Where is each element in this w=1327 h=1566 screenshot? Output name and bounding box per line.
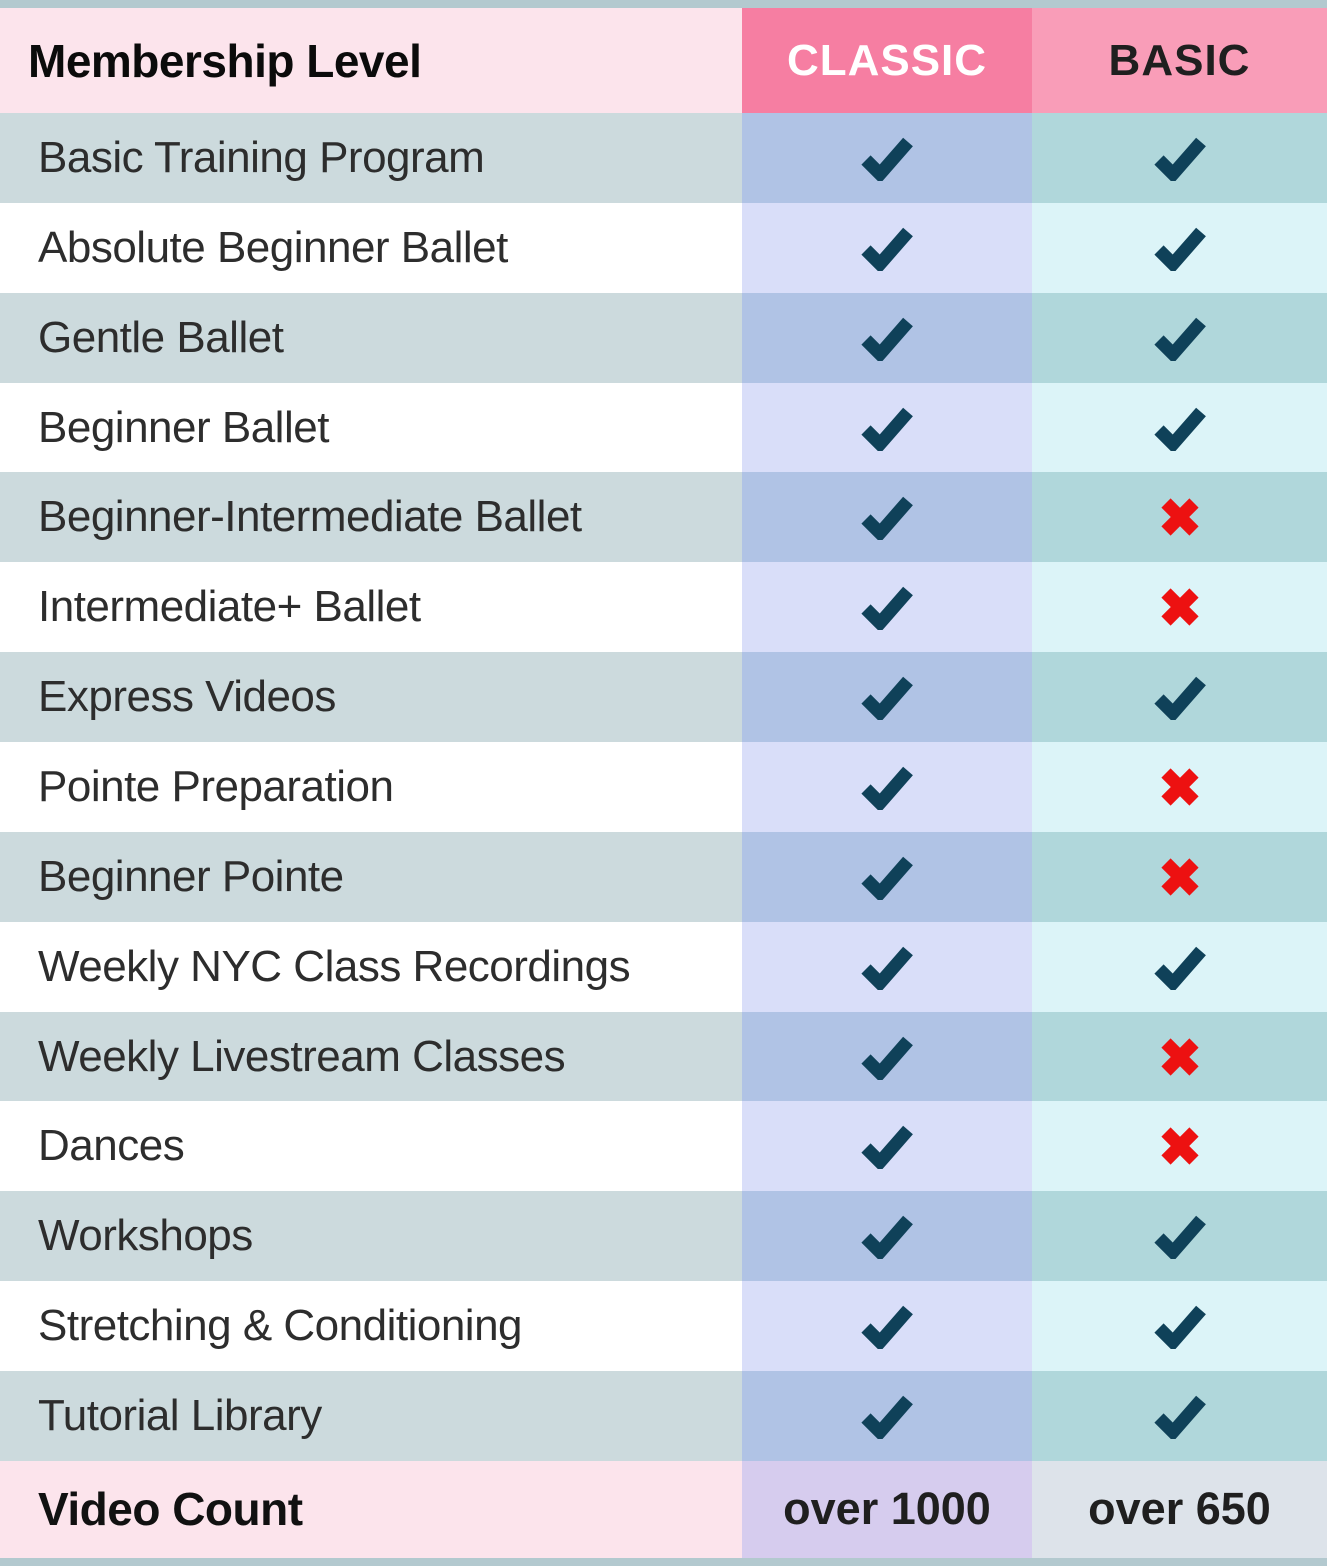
classic-column-header: CLASSIC: [742, 8, 1032, 113]
feature-label: Basic Training Program: [0, 113, 742, 203]
check-icon: [1152, 135, 1208, 181]
classic-availability-cell: [742, 1101, 1032, 1191]
table-row: [0, 922, 1327, 1012]
check-icon: [1152, 1303, 1208, 1349]
table-row: [0, 652, 1327, 742]
check-icon: [859, 584, 915, 630]
basic-availability-cell: [1032, 832, 1327, 922]
table-header-row: [0, 8, 1327, 113]
table-row: [0, 1191, 1327, 1281]
table-row: [0, 1101, 1327, 1191]
check-icon: [1152, 944, 1208, 990]
table-row: [0, 472, 1327, 562]
check-icon: [859, 135, 915, 181]
check-icon: [1152, 225, 1208, 271]
top-border-strip: [0, 0, 1327, 8]
check-icon: [859, 854, 915, 900]
feature-label: Intermediate+ Ballet: [0, 562, 742, 652]
cross-icon: [1157, 854, 1203, 900]
feature-label: Beginner Ballet: [0, 383, 742, 473]
classic-availability-cell: [742, 832, 1032, 922]
check-icon: [859, 944, 915, 990]
feature-label: Workshops: [0, 1191, 742, 1281]
membership-level-header: Membership Level: [0, 8, 742, 113]
classic-availability-cell: [742, 293, 1032, 383]
classic-availability-cell: [742, 1371, 1032, 1461]
feature-label: Beginner-Intermediate Ballet: [0, 472, 742, 562]
basic-availability-cell: [1032, 922, 1327, 1012]
table-row: [0, 562, 1327, 652]
basic-availability-cell: [1032, 1101, 1327, 1191]
cross-icon: [1157, 764, 1203, 810]
table-row: [0, 203, 1327, 293]
feature-rows-container: [0, 113, 1327, 1461]
check-icon: [859, 405, 915, 451]
cross-icon: [1157, 1034, 1203, 1080]
classic-availability-cell: [742, 1012, 1032, 1102]
check-icon: [1152, 1213, 1208, 1259]
check-icon: [859, 764, 915, 810]
table-row: [0, 1012, 1327, 1102]
cross-icon: [1157, 584, 1203, 630]
feature-label: Dances: [0, 1101, 742, 1191]
feature-label: Express Videos: [0, 652, 742, 742]
basic-availability-cell: [1032, 1012, 1327, 1102]
classic-availability-cell: [742, 1281, 1032, 1371]
feature-label: Absolute Beginner Ballet: [0, 203, 742, 293]
bottom-border-strip: [0, 1558, 1327, 1566]
check-icon: [859, 674, 915, 720]
classic-availability-cell: [742, 562, 1032, 652]
basic-availability-cell: [1032, 1371, 1327, 1461]
check-icon: [859, 315, 915, 361]
check-icon: [1152, 1393, 1208, 1439]
check-icon: [859, 1213, 915, 1259]
basic-availability-cell: [1032, 293, 1327, 383]
basic-availability-cell: [1032, 472, 1327, 562]
classic-availability-cell: [742, 1191, 1032, 1281]
classic-availability-cell: [742, 113, 1032, 203]
basic-availability-cell: [1032, 562, 1327, 652]
basic-availability-cell: [1032, 383, 1327, 473]
check-icon: [859, 1034, 915, 1080]
check-icon: [859, 1123, 915, 1169]
table-row: [0, 113, 1327, 203]
feature-label: Tutorial Library: [0, 1371, 742, 1461]
table-row: [0, 1371, 1327, 1461]
check-icon: [1152, 405, 1208, 451]
classic-availability-cell: [742, 383, 1032, 473]
classic-availability-cell: [742, 472, 1032, 562]
table-footer-row: [0, 1461, 1327, 1558]
video-count-label: Video Count: [0, 1461, 742, 1558]
table-row: [0, 383, 1327, 473]
classic-availability-cell: [742, 742, 1032, 832]
feature-label: Weekly Livestream Classes: [0, 1012, 742, 1102]
check-icon: [1152, 674, 1208, 720]
table-row: [0, 832, 1327, 922]
classic-availability-cell: [742, 652, 1032, 742]
classic-availability-cell: [742, 203, 1032, 293]
basic-availability-cell: [1032, 652, 1327, 742]
classic-availability-cell: [742, 922, 1032, 1012]
cross-icon: [1157, 494, 1203, 540]
check-icon: [1152, 315, 1208, 361]
basic-availability-cell: [1032, 1191, 1327, 1281]
feature-label: Stretching & Conditioning: [0, 1281, 742, 1371]
table-row: [0, 293, 1327, 383]
check-icon: [859, 1393, 915, 1439]
check-icon: [859, 225, 915, 271]
check-icon: [859, 494, 915, 540]
basic-availability-cell: [1032, 113, 1327, 203]
feature-label: Beginner Pointe: [0, 832, 742, 922]
basic-availability-cell: [1032, 742, 1327, 832]
basic-video-count: over 650: [1032, 1461, 1327, 1558]
feature-label: Weekly NYC Class Recordings: [0, 922, 742, 1012]
cross-icon: [1157, 1123, 1203, 1169]
basic-availability-cell: [1032, 203, 1327, 293]
table-row: [0, 1281, 1327, 1371]
check-icon: [859, 1303, 915, 1349]
basic-column-header: BASIC: [1032, 8, 1327, 113]
classic-video-count: over 1000: [742, 1461, 1032, 1558]
basic-availability-cell: [1032, 1281, 1327, 1371]
table-row: [0, 742, 1327, 832]
feature-label: Pointe Preparation: [0, 742, 742, 832]
feature-label: Gentle Ballet: [0, 293, 742, 383]
